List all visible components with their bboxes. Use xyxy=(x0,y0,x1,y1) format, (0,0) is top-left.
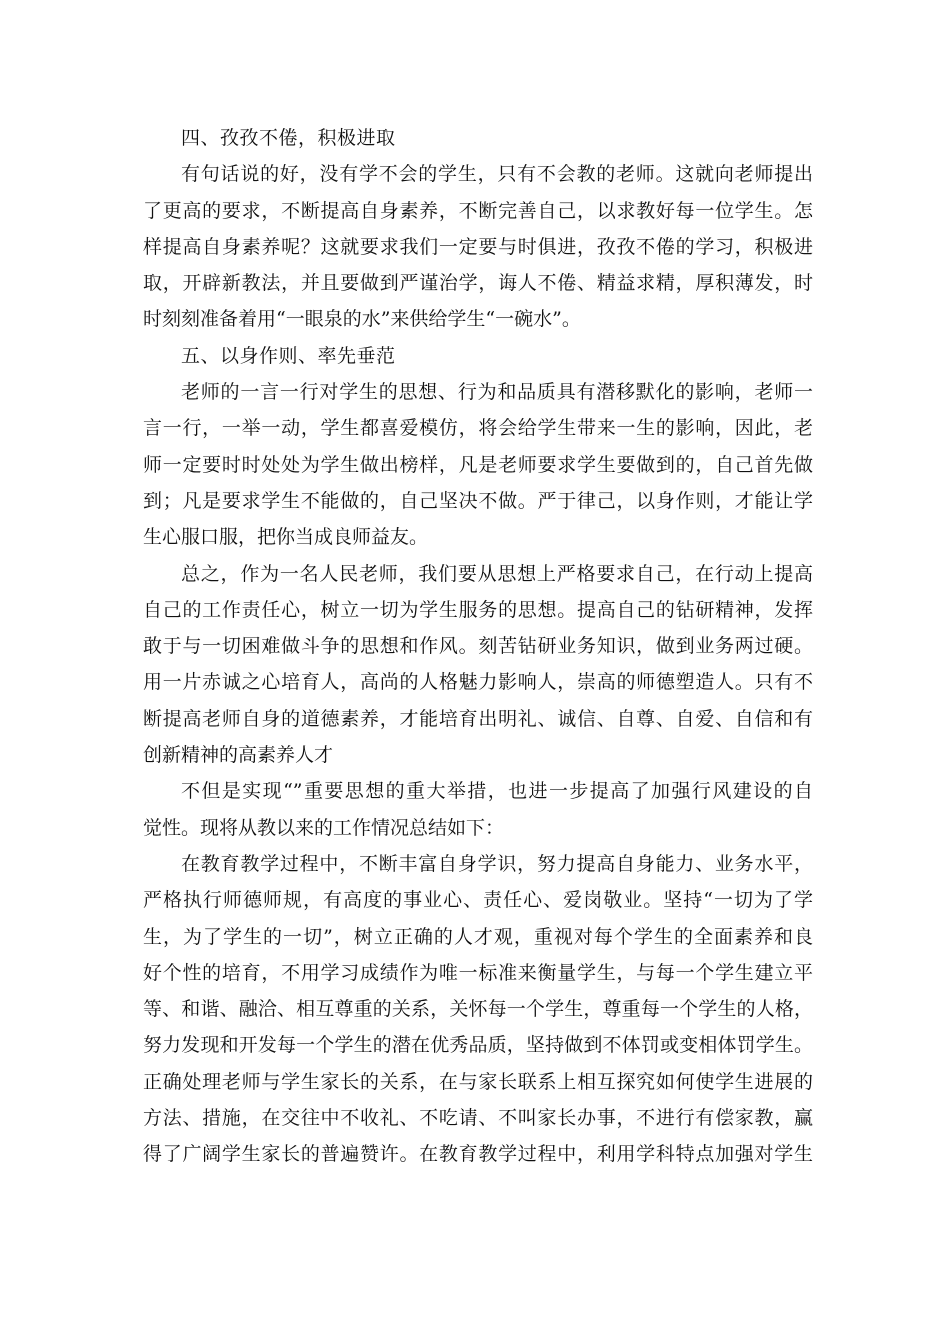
paragraph-line: 得了广阔学生家长的普遍赞许。在教育教学过程中，利用学科特点加强对学生 xyxy=(143,1143,813,1166)
document-page xyxy=(143,120,813,1173)
paragraph-line: 敢于与一切困难做斗争的思想和作风。刻苦钻研业务知识，做到业务两过硬。 xyxy=(143,635,813,658)
paragraph-line: 有句话说的好，没有学不会的学生，只有不会教的老师。这就向老师提出 xyxy=(181,163,813,186)
paragraph-line: 自己的工作责任心，树立一切为学生服务的思想。提高自己的钻研精神，发挥 xyxy=(143,598,813,621)
section-heading: 五、以身作则、率先垂范 xyxy=(181,344,396,367)
paragraph-line: 断提高老师自身的道德素养，才能培育出明礼、诚信、自尊、自爱、自信和有 xyxy=(143,707,813,730)
paragraph-line: 了更高的要求，不断提高自身素养，不断完善自己，以求教好每一位学生。怎 xyxy=(143,199,813,222)
paragraph-line: 时刻刻准备着用“一眼泉的水”来供给学生“一碗水”。 xyxy=(143,308,581,331)
paragraph-line: 好个性的培育，不用学习成绩作为唯一标准来衡量学生，与每一个学生建立平 xyxy=(143,961,813,984)
paragraph-line: 总之，作为一名人民老师，我们要从思想上严格要求自己，在行动上提高 xyxy=(181,562,813,585)
paragraph-line: 不但是实现“”重要思想的重大举措，也进一步提高了加强行风建设的自 xyxy=(181,780,813,803)
paragraph-line: 样提高自身素养呢？这就要求我们一定要与时俱进，孜孜不倦的学习，积极进 xyxy=(143,235,813,258)
paragraph-line: 生，为了学生的一切”，树立正确的人才观，重视对每个学生的全面素养和良 xyxy=(143,925,813,948)
paragraph-line: 方法、措施，在交往中不收礼、不吃请、不叫家长办事，不进行有偿家教，赢 xyxy=(143,1107,813,1130)
paragraph-line: 努力发现和开发每一个学生的潜在优秀品质，坚持做到不体罚或变相体罚学生。 xyxy=(143,1034,813,1057)
paragraph-line: 生心服口服，把你当成良师益友。 xyxy=(143,526,429,549)
paragraph-line: 严格执行师德师规，有高度的事业心、责任心、爱岗敬业。坚持“一切为了学 xyxy=(143,889,813,912)
paragraph-line: 用一片赤诚之心培育人，高尚的人格魅力影响人，崇高的师德塑造人。只有不 xyxy=(143,671,813,694)
paragraph-line: 言一行，一举一动，学生都喜爱模仿，将会给学生带来一生的影响，因此，老 xyxy=(143,417,813,440)
paragraph-line: 创新精神的高素养人才 xyxy=(143,744,334,767)
paragraph-line: 取，开辟新教法，并且要做到严谨治学，诲人不倦、精益求精，厚积薄发，时 xyxy=(143,272,813,295)
document-body xyxy=(143,120,813,1173)
paragraph-line: 到；凡是要求学生不能做的，自己坚决不做。严于律己，以身作则，才能让学 xyxy=(143,489,813,512)
paragraph-line: 老师的一言一行对学生的思想、行为和品质具有潜移默化的影响，老师一 xyxy=(181,381,813,404)
paragraph-line: 在教育教学过程中，不断丰富自身学识，努力提高自身能力、业务水平， xyxy=(181,852,813,875)
paragraph-line: 等、和谐、融洽、相互尊重的关系，关怀每一个学生，尊重每一个学生的人格， xyxy=(143,998,813,1021)
paragraph-line: 师一定要时时处处为学生做出榜样，凡是老师要求学生要做到的，自己首先做 xyxy=(143,453,813,476)
paragraph-line: 觉性。现将从教以来的工作情况总结如下： xyxy=(143,816,505,839)
section-heading: 四、孜孜不倦，积极进取 xyxy=(181,127,396,149)
paragraph-line: 正确处理老师与学生家长的关系，在与家长联系上相互探究如何使学生进展的 xyxy=(143,1070,813,1093)
